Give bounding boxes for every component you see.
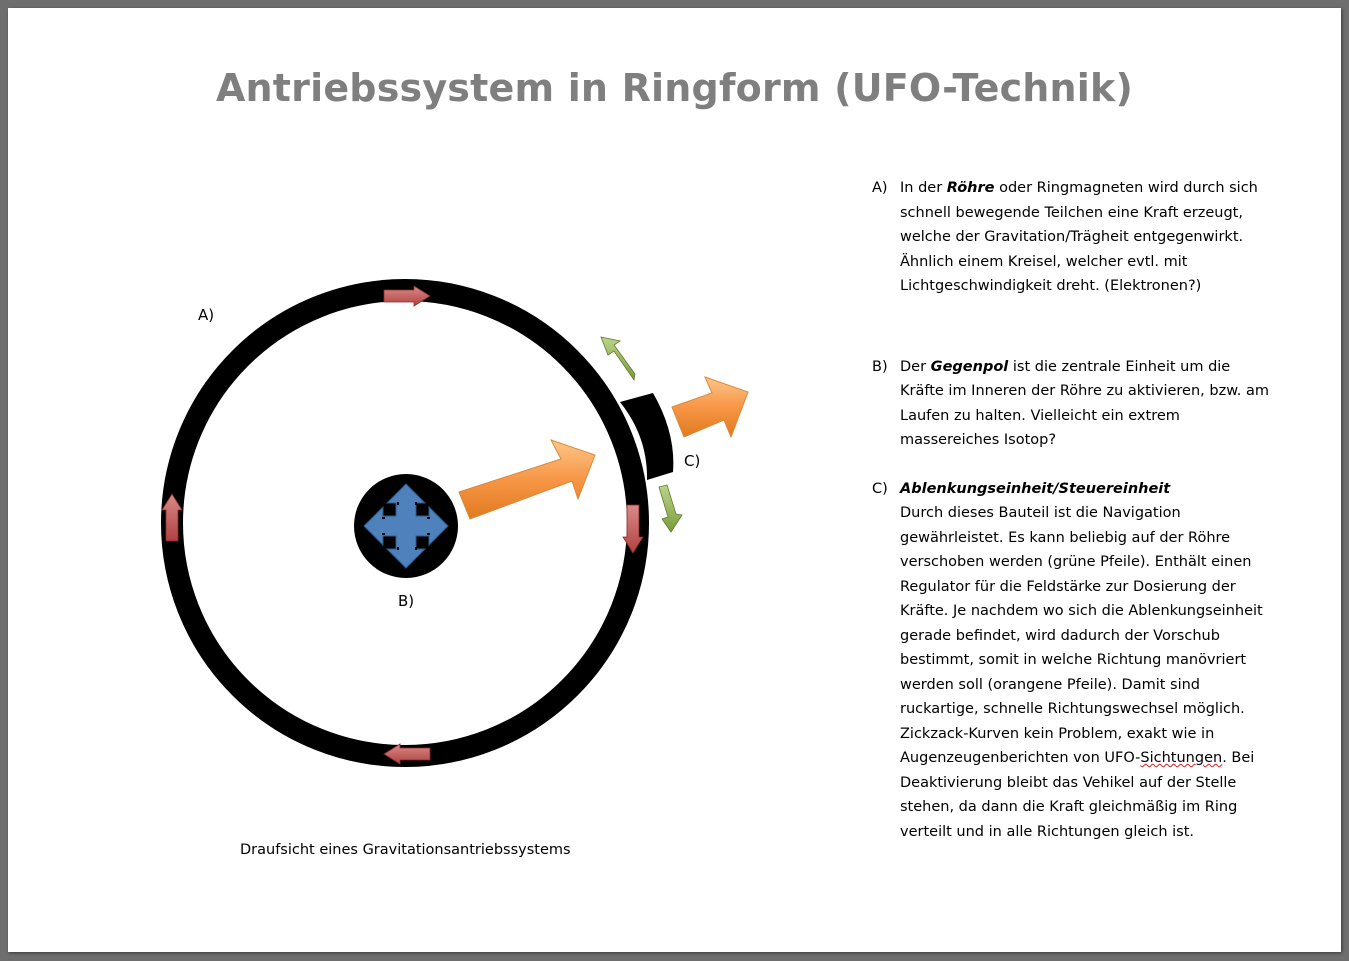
diagram-caption: Draufsicht eines Gravitationsantriebssystems (240, 842, 571, 858)
label-a: A) (198, 306, 215, 324)
description-item-b (872, 355, 1272, 453)
item-marker: A) (872, 180, 888, 196)
item-text-pre: Der (900, 358, 931, 375)
thrust-arrow-inner (459, 440, 595, 519)
item-marker: B) (872, 358, 888, 375)
label-b: B) (398, 592, 415, 610)
item-keyword: Gegenpol (930, 358, 1009, 375)
move-arrow-down (659, 485, 682, 532)
description-list (872, 176, 1272, 844)
thrust-arrow-outer (672, 377, 748, 437)
item-text-pre: In der (900, 180, 947, 196)
move-arrow-up (601, 337, 635, 380)
item-marker: C) (872, 480, 888, 497)
item-text: ist die zentrale Einheit um die Kräfte im Inneren der Röhre zu aktivieren, bzw. am Laufen zu halten. Vielleicht ein extrem massereiches Isotop? (900, 358, 1269, 448)
item-text: oder Ringmagneten wird durch sich schnell bewegende Teilchen eine Kraft erzeugt, welche der Gravitation/Trägheit entgegenwirkt. Ähnlich einem Kreisel, welcher evtl. mit Lichtgeschwindigkeit dreht. (Elektronen?) (900, 180, 1258, 294)
spellcheck-marked-word: Sichtungen (1140, 750, 1223, 766)
description-item-c (872, 477, 1272, 845)
item-text-continued (900, 722, 1272, 845)
item-keyword: Röhre (946, 180, 995, 196)
description-item-a (872, 176, 1272, 299)
label-c: C) (684, 452, 701, 470)
item-text-post: . Bei Deaktivierung bleibt das Vehikel auf der Stelle stehen, da dann die Kraft gleichmäßig im Ring verteilt und in alle Richtungen gleich ist. (900, 750, 1255, 840)
item-heading: Ablenkungseinheit/Steuereinheit (900, 480, 1171, 497)
item-text: Durch dieses Bauteil ist die Navigation gewährleistet. Es kann beliebig auf der Röhre verschoben werden (grüne Pfeile). Enthält einen Regulator für die Feldstärke zur Dosierung der Kräfte. Je nachdem wo sich die Ablenkungseinheit gerade befindet, wird dadurch der Vorschub bestimmt, somit in welche Richtung manövriert werden soll (orangene Pfeile). Damit sind ruckartige, schnelle Richtungswechsel möglich. (900, 505, 1263, 717)
page-title: Antriebssystem in Ringform (UFO-Technik) (215, 66, 1134, 110)
item-text-pre: Zickzack-Kurven kein Problem, exakt wie in Augenzeugenberichten von UFO- (900, 725, 1215, 766)
